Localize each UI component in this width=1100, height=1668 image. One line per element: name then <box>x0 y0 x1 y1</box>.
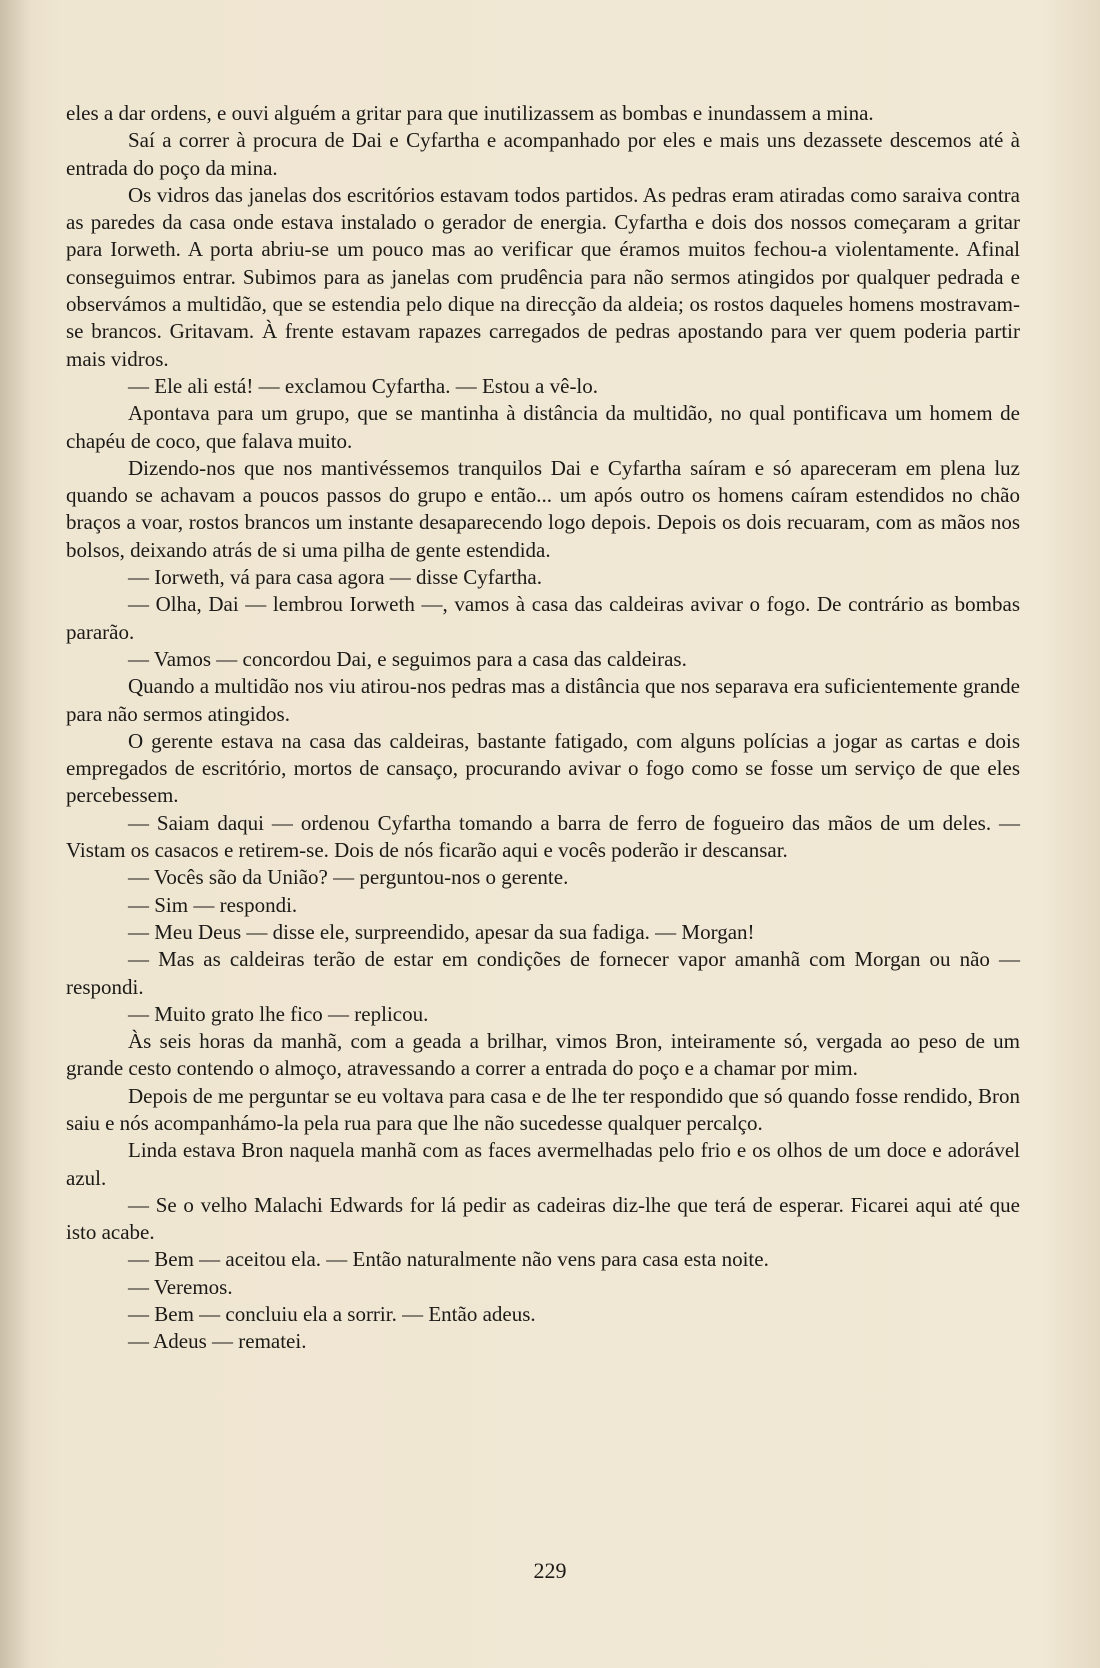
paragraph: — Se o velho Malachi Edwards for lá pedir as cadeiras diz-lhe que terá de esperar. Ficarei aqui até que isto acabe. <box>66 1192 1020 1245</box>
paragraph: — Veremos. <box>128 1274 233 1299</box>
paragraph: — Ele ali está! — exclamou Cyfartha. — Estou a vê-lo. <box>128 373 599 398</box>
paragraph: Os vidros das janelas dos escritórios estavam todos partidos. As pedras eram atiradas como saraiva contra as paredes da casa onde estava instalado o gerador de energia. Cyfartha e dois dos nossos começaram a gritar para Iorweth. A porta abriu-se um pouco mas ao verificar que éramos muitos fechou-a violentamente. Afinal conseguimos entrar. Subimos para as janelas com prudência para não sermos atingidos por qualquer pedrada e observámos a multidão, que se estendia pelo dique na direcção da aldeia; os rostos daqueles homens mostravam-se brancos. Gritavam. À frente estavam rapazes carregados de pedras apostando para ver quem poderia partir mais vidros. <box>66 182 1020 371</box>
paragraph: Linda estava Bron naquela manhã com as faces avermelhadas pelo frio e os olhos de um doce e adorável azul. <box>66 1138 1020 1190</box>
paragraph: — Mas as caldeiras terão de estar em condições de fornecer vapor amanhã com Morgan ou não — respondi. <box>66 947 1020 999</box>
paragraph: Às seis horas da manhã, com a geada a brilhar, vimos Bron, inteiramente só, vergada ao peso de um grande cesto contendo o almoço, atravessando a correr a entrada do poço e a chamar por mim. <box>66 1029 1020 1081</box>
paragraph: — Iorweth, vá para casa agora — disse Cyfartha. <box>128 565 543 590</box>
paragraph: — Bem — aceitou ela. — Então naturalmente não vens para casa esta noite. <box>128 1247 769 1272</box>
paragraph: — Vocês são da União? — perguntou-nos o gerente. <box>128 865 569 890</box>
paragraph: O gerente estava na casa das caldeiras, bastante fatigado, com alguns polícias a jogar as cartas e dois empregados de escritório, mortos de cansaço, procurando avivar o fogo como se fosse um serviço de que eles percebessem. <box>66 728 1020 808</box>
body-text <box>66 100 1020 1356</box>
paragraph: — Saiam daqui — ordenou Cyfartha tomando a barra de ferro de fogueiro das mãos de um deles. — Vistam os casacos e retirem-se. Dois de nós ficarão aqui e vocês poderão ir descansar. <box>66 810 1020 863</box>
paragraph-continued: eles a dar ordens, e ouvi alguém a gritar para que inutilizassem as bombas e inundassem a mina. <box>66 101 874 125</box>
paragraph: Saí a correr à procura de Dai e Cyfartha e acompanhado por eles e mais uns dezassete descemos até à entrada do poço da mina. <box>66 128 1020 180</box>
paragraph: — Bem — concluiu ela a sorrir. — Então adeus. <box>128 1302 536 1327</box>
paragraph: Quando a multidão nos viu atirou-nos pedras mas a distância que nos separava era suficientemente grande para não sermos atingidos. <box>66 674 1020 726</box>
page-number: 229 <box>533 1558 567 1583</box>
paragraph: — Adeus — rematei. <box>128 1329 307 1354</box>
paragraph: — Sim — respondi. <box>128 892 298 917</box>
paragraph: — Muito grato lhe fico — replicou. <box>128 1001 429 1026</box>
paragraph: — Vamos — concordou Dai, e seguimos para a casa das caldeiras. <box>128 646 687 671</box>
paragraph: — Olha, Dai — lembrou Iorweth —, vamos à casa das caldeiras avivar o fogo. De contrário as bombas pararão. <box>66 592 1020 644</box>
paragraph: — Meu Deus — disse ele, surpreendido, apesar da sua fadiga. — Morgan! <box>128 919 755 944</box>
paragraph: Depois de me perguntar se eu voltava para casa e de lhe ter respondido que só quando fosse rendido, Bron saiu e nós acompanhámo-la pela rua para que lhe não sucedesse qualquer percalço. <box>66 1083 1020 1135</box>
paragraph: Apontava para um grupo, que se mantinha à distância da multidão, no qual pontificava um homem de chapéu de coco, que falava muito. <box>66 401 1020 453</box>
paragraph: Dizendo-nos que nos mantivéssemos tranquilos Dai e Cyfartha saíram e só apareceram em plena luz quando se achavam a poucos passos do grupo e então... um após outro os homens caíram estendidos no chão braços a voar, rostos brancos um instante desaparecendo logo depois. Depois os dois recuaram, com as mãos nos bolsos, deixando atrás de si uma pilha de gente estendida. <box>66 455 1020 562</box>
